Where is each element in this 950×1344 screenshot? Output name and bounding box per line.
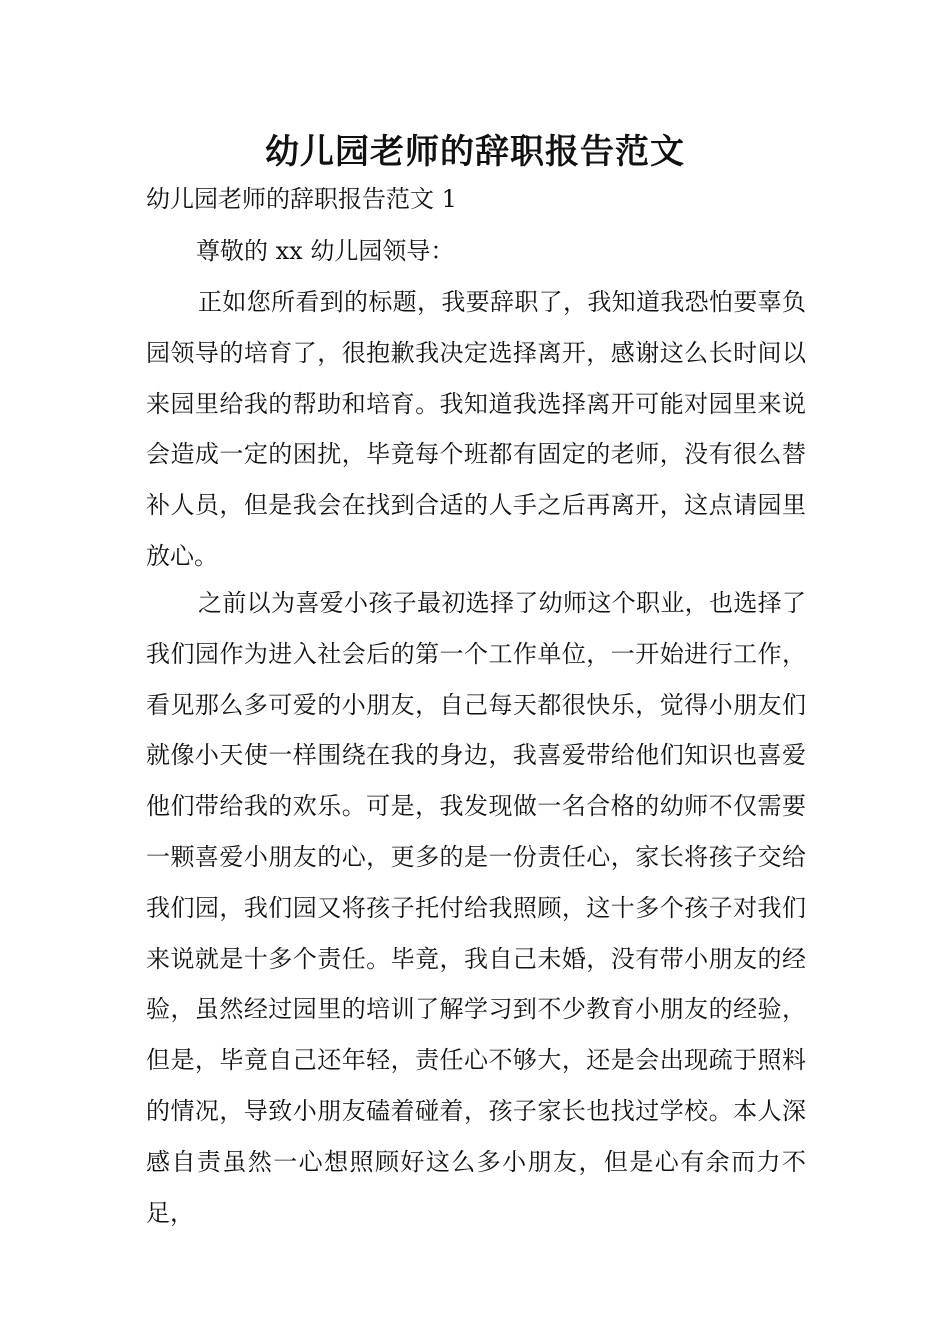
salutation: 尊敬的 xx 幼儿园领导：: [196, 237, 455, 265]
paragraph-1: 正如您所看到的标题，我要辞职了，我知道我恐怕要辜负园领导的培育了，很抱歉我决定选择离开，感谢这么长时间以来园里给我的帮助和培育。我知道我选择离开可能对园里来说会造成一定的困扰，毕竟每个班都有固定的老师，没有很么替补人员，但是我会在找到合适的人手之后再离开，这点请园里放心。: [146, 288, 806, 570]
paragraph-2: 之前以为喜爱小孩子最初选择了幼师这个职业，也选择了我们园作为进入社会后的第一个工作单位，一开始进行工作，看见那么多可爱的小朋友，自己每天都很快乐，觉得小朋友们就像小天使一样围绕在我的身边，我喜爱带给他们知识也喜爱他们带给我的欢乐。可是，我发现做一名合格的幼师不仅需要一颗喜爱小朋友的心，更多的是一份责任心，家长将孩子交给我们园，我们园又将孩子托付给我照顾，这十多个孩子对我们来说就是十多个责任。毕竟，我自己未婚，没有带小朋友的经验，虽然经过园里的培训了解学习到不少教育小朋友的经验，但是，毕竟自己还年轻，责任心不够大，还是会出现疏于照料的情况，导致小朋友磕着碰着，孩子家长也找过学校。本人深感自责虽然一心想照顾好这么多小朋友，但是心有余而力不足，: [146, 589, 806, 1227]
document-title: 幼儿园老师的辞职报告范文: [265, 132, 685, 172]
document-subtitle: 幼儿园老师的辞职报告范文 1: [146, 185, 457, 213]
